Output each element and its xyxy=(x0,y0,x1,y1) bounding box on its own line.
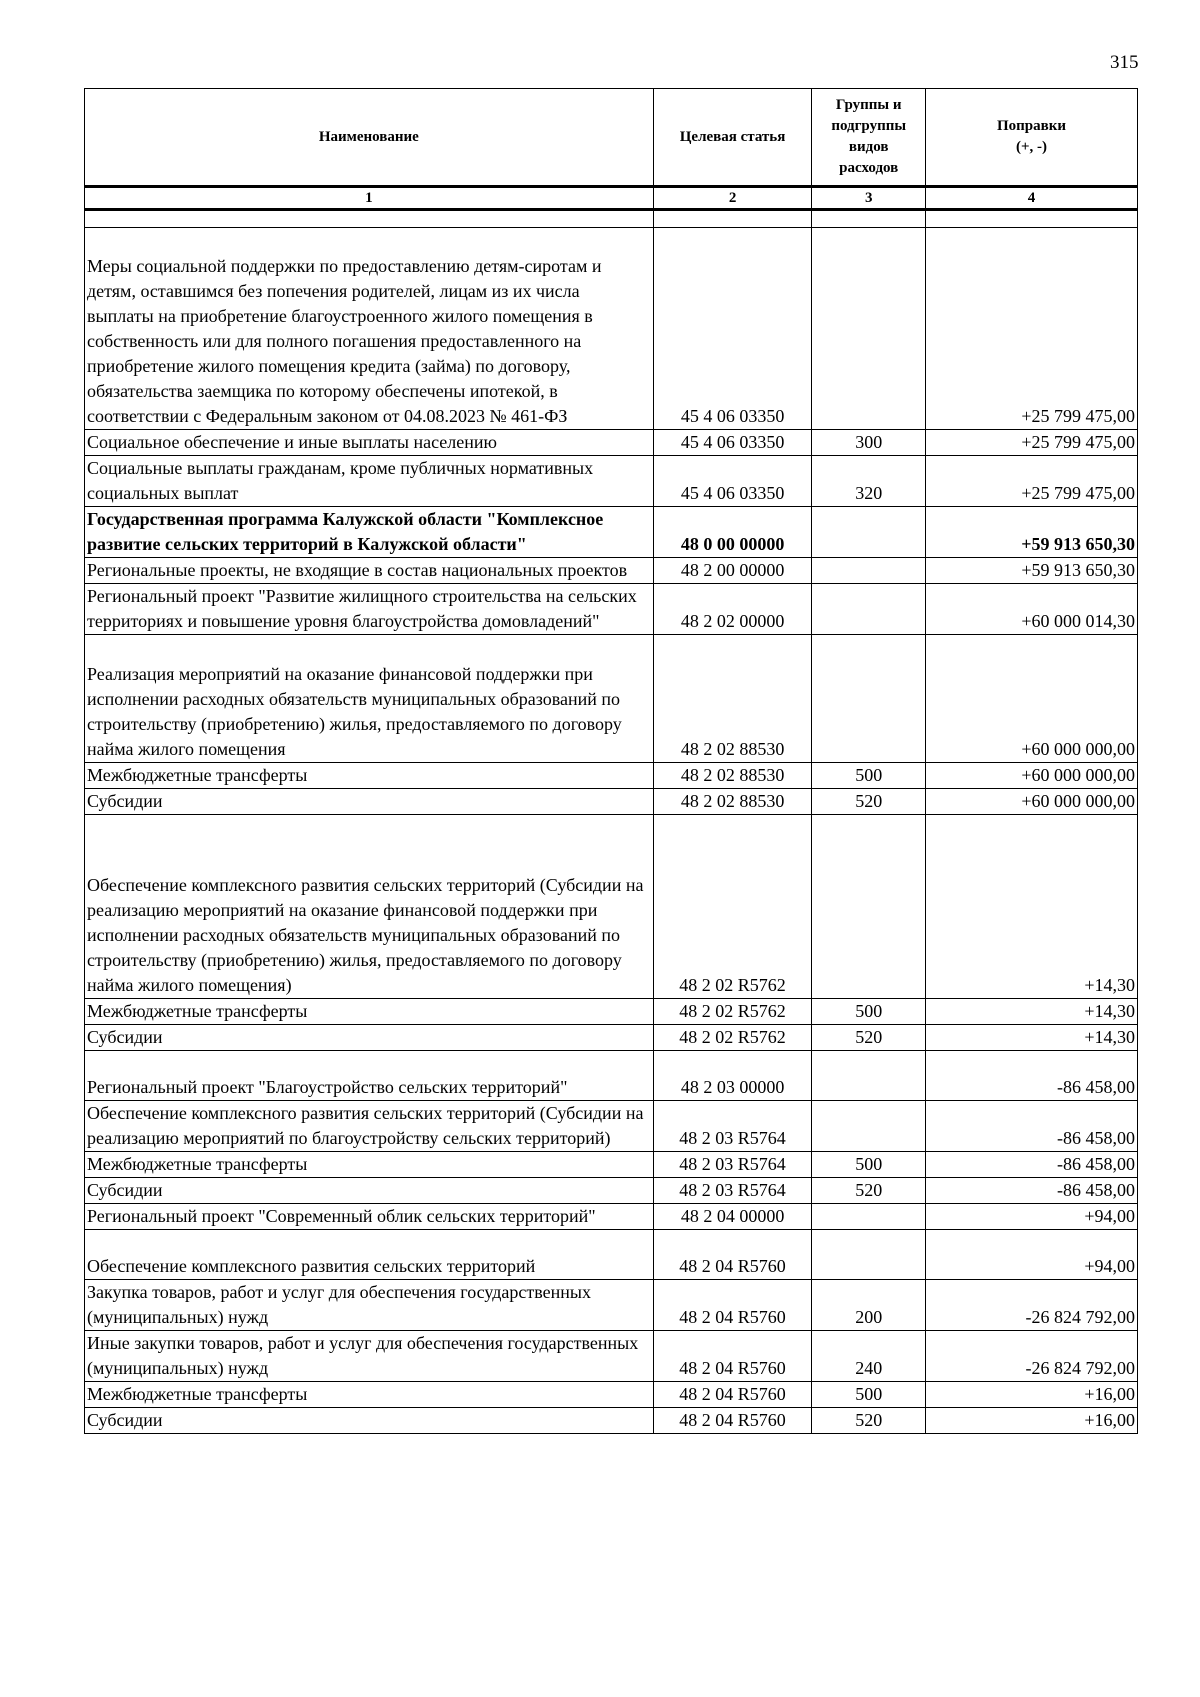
row-name: Социальное обеспечение и иные выплаты населению xyxy=(85,430,654,456)
table-row xyxy=(85,815,1138,999)
header-group xyxy=(812,89,926,187)
row-code: 48 2 02 R5762 xyxy=(653,1025,812,1051)
spacer-row xyxy=(85,210,1138,228)
row-amount: +14,30 xyxy=(925,999,1137,1025)
row-code: 45 4 06 03350 xyxy=(653,456,812,507)
row-name: Субсидии xyxy=(85,789,654,815)
table-row xyxy=(85,228,1138,430)
row-name: Реализация мероприятий на оказание финансовой поддержки при исполнении расходных обязательств муниципальных образований по строительству (приобретению) жилья, предоставляемого по договору найма жилого помещения xyxy=(85,635,654,763)
row-code: 48 2 03 R5764 xyxy=(653,1152,812,1178)
row-group: 520 xyxy=(812,1178,926,1204)
row-name: Региональный проект "Развитие жилищного строительства на сельских территориях и повышение уровня благоустройства домовладений" xyxy=(85,584,654,635)
row-amount: +60 000 000,00 xyxy=(925,789,1137,815)
row-name: Межбюджетные трансферты xyxy=(85,763,654,789)
table-row xyxy=(85,1331,1138,1382)
row-amount: -26 824 792,00 xyxy=(925,1280,1137,1331)
row-amount: +16,00 xyxy=(925,1382,1137,1408)
page-number: 315 xyxy=(1110,52,1139,73)
row-code: 48 2 02 88530 xyxy=(653,635,812,763)
row-amount: +25 799 475,00 xyxy=(925,228,1137,430)
row-group: 320 xyxy=(812,456,926,507)
row-code: 48 2 04 R5760 xyxy=(653,1280,812,1331)
column-number: 2 xyxy=(653,187,812,210)
row-name: Обеспечение комплексного развития сельских территорий (Субсидии на реализацию мероприятий по благоустройству сельских территорий) xyxy=(85,1101,654,1152)
row-amount: +60 000 014,30 xyxy=(925,584,1137,635)
table-row xyxy=(85,1280,1138,1331)
table-row xyxy=(85,1230,1138,1280)
table-header-row xyxy=(85,89,1138,187)
row-group xyxy=(812,558,926,584)
column-number: 3 xyxy=(812,187,926,210)
table-row xyxy=(85,1101,1138,1152)
row-name: Региональный проект "Современный облик сельских территорий" xyxy=(85,1204,654,1230)
row-amount: +16,00 xyxy=(925,1408,1137,1434)
row-group: 500 xyxy=(812,1152,926,1178)
table-row xyxy=(85,1152,1138,1178)
header-name: Наименование xyxy=(85,89,654,187)
header-amount-line1: Поправки xyxy=(996,118,1066,134)
row-group xyxy=(812,1204,926,1230)
row-amount: +59 913 650,30 xyxy=(925,558,1137,584)
column-number: 4 xyxy=(925,187,1137,210)
row-group xyxy=(812,228,926,430)
row-code: 48 2 04 R5760 xyxy=(653,1331,812,1382)
table-row xyxy=(85,456,1138,507)
row-amount: -86 458,00 xyxy=(925,1152,1137,1178)
row-amount: +94,00 xyxy=(925,1204,1137,1230)
row-name: Иные закупки товаров, работ и услуг для обеспечения государственных (муниципальных) нужд xyxy=(85,1331,654,1382)
row-amount: -86 458,00 xyxy=(925,1178,1137,1204)
row-code: 45 4 06 03350 xyxy=(653,228,812,430)
table-row xyxy=(85,507,1138,558)
row-group: 240 xyxy=(812,1331,926,1382)
table-row xyxy=(85,763,1138,789)
row-group xyxy=(812,815,926,999)
table-row xyxy=(85,1178,1138,1204)
row-code: 48 0 00 00000 xyxy=(653,507,812,558)
table-row xyxy=(85,1408,1138,1434)
row-name: Субсидии xyxy=(85,1408,654,1434)
row-group xyxy=(812,1101,926,1152)
row-amount: +14,30 xyxy=(925,1025,1137,1051)
budget-table xyxy=(84,88,1138,1434)
row-name: Закупка товаров, работ и услуг для обеспечения государственных (муниципальных) нужд xyxy=(85,1280,654,1331)
row-code: 48 2 03 R5764 xyxy=(653,1178,812,1204)
table-row xyxy=(85,1382,1138,1408)
row-code: 48 2 04 R5760 xyxy=(653,1382,812,1408)
row-amount: +60 000 000,00 xyxy=(925,635,1137,763)
row-code: 48 2 04 R5760 xyxy=(653,1408,812,1434)
row-group: 300 xyxy=(812,430,926,456)
row-amount: -86 458,00 xyxy=(925,1051,1137,1101)
row-code: 48 2 03 R5764 xyxy=(653,1101,812,1152)
row-name: Обеспечение комплексного развития сельских территорий xyxy=(85,1230,654,1280)
row-name: Региональный проект "Благоустройство сельских территорий" xyxy=(85,1051,654,1101)
row-group: 520 xyxy=(812,1408,926,1434)
row-code: 48 2 04 R5760 xyxy=(653,1230,812,1280)
row-code: 45 4 06 03350 xyxy=(653,430,812,456)
row-amount: +25 799 475,00 xyxy=(925,456,1137,507)
table-row xyxy=(85,584,1138,635)
row-name: Меры социальной поддержки по предоставлению детям-сиротам и детям, оставшимся без попечения родителей, лицам из их числа выплаты на приобретение благоустроенного жилого помещения в собственность или для полного погашения предоставленного на приобретение жилого помещения кредита (займа) по договору, обязательства заемщика по которому обеспечены ипотекой, в соответствии с Федеральным законом от 04.08.2023 № 461-ФЗ xyxy=(85,228,654,430)
row-name: Социальные выплаты гражданам, кроме публичных нормативных социальных выплат xyxy=(85,456,654,507)
row-name: Региональные проекты, не входящие в состав национальных проектов xyxy=(85,558,654,584)
row-code: 48 2 04 00000 xyxy=(653,1204,812,1230)
table-row xyxy=(85,558,1138,584)
row-name: Государственная программа Калужской области "Комплексное развитие сельских территорий в Калужской области" xyxy=(85,507,654,558)
row-code: 48 2 00 00000 xyxy=(653,558,812,584)
row-code: 48 2 02 R5762 xyxy=(653,815,812,999)
row-name: Межбюджетные трансферты xyxy=(85,999,654,1025)
table-row xyxy=(85,635,1138,763)
row-amount: +14,30 xyxy=(925,815,1137,999)
row-group: 500 xyxy=(812,763,926,789)
row-group: 500 xyxy=(812,1382,926,1408)
header-group-text: Группы и подгруппы видов расходов xyxy=(831,97,907,176)
table-row xyxy=(85,1204,1138,1230)
row-amount: +94,00 xyxy=(925,1230,1137,1280)
row-group xyxy=(812,507,926,558)
row-amount: +60 000 000,00 xyxy=(925,763,1137,789)
table-row xyxy=(85,430,1138,456)
row-code: 48 2 02 88530 xyxy=(653,763,812,789)
table-row xyxy=(85,1025,1138,1051)
column-number-row xyxy=(85,187,1138,210)
row-amount: +25 799 475,00 xyxy=(925,430,1137,456)
row-code: 48 2 02 R5762 xyxy=(653,999,812,1025)
row-group xyxy=(812,1230,926,1280)
row-code: 48 2 02 00000 xyxy=(653,584,812,635)
row-name: Межбюджетные трансферты xyxy=(85,1152,654,1178)
column-number: 1 xyxy=(85,187,654,210)
row-group: 200 xyxy=(812,1280,926,1331)
table-row xyxy=(85,789,1138,815)
row-code: 48 2 02 88530 xyxy=(653,789,812,815)
table-row xyxy=(85,1051,1138,1101)
row-name: Субсидии xyxy=(85,1178,654,1204)
row-amount: -86 458,00 xyxy=(925,1101,1137,1152)
row-group: 520 xyxy=(812,1025,926,1051)
row-name: Субсидии xyxy=(85,1025,654,1051)
row-group xyxy=(812,1051,926,1101)
row-amount: +59 913 650,30 xyxy=(925,507,1137,558)
header-code: Целевая статья xyxy=(653,89,812,187)
header-amount-line2: (+, -) xyxy=(1015,139,1047,155)
row-group: 500 xyxy=(812,999,926,1025)
header-amount xyxy=(925,89,1137,187)
row-group xyxy=(812,584,926,635)
row-group xyxy=(812,635,926,763)
table-row xyxy=(85,999,1138,1025)
row-code: 48 2 03 00000 xyxy=(653,1051,812,1101)
row-name: Обеспечение комплексного развития сельских территорий (Субсидии на реализацию мероприятий на оказание финансовой поддержки при исполнении расходных обязательств муниципальных образований по строительству (приобретению) жилья, предоставляемого по договору найма жилого помещения) xyxy=(85,815,654,999)
row-group: 520 xyxy=(812,789,926,815)
row-name: Межбюджетные трансферты xyxy=(85,1382,654,1408)
row-amount: -26 824 792,00 xyxy=(925,1331,1137,1382)
